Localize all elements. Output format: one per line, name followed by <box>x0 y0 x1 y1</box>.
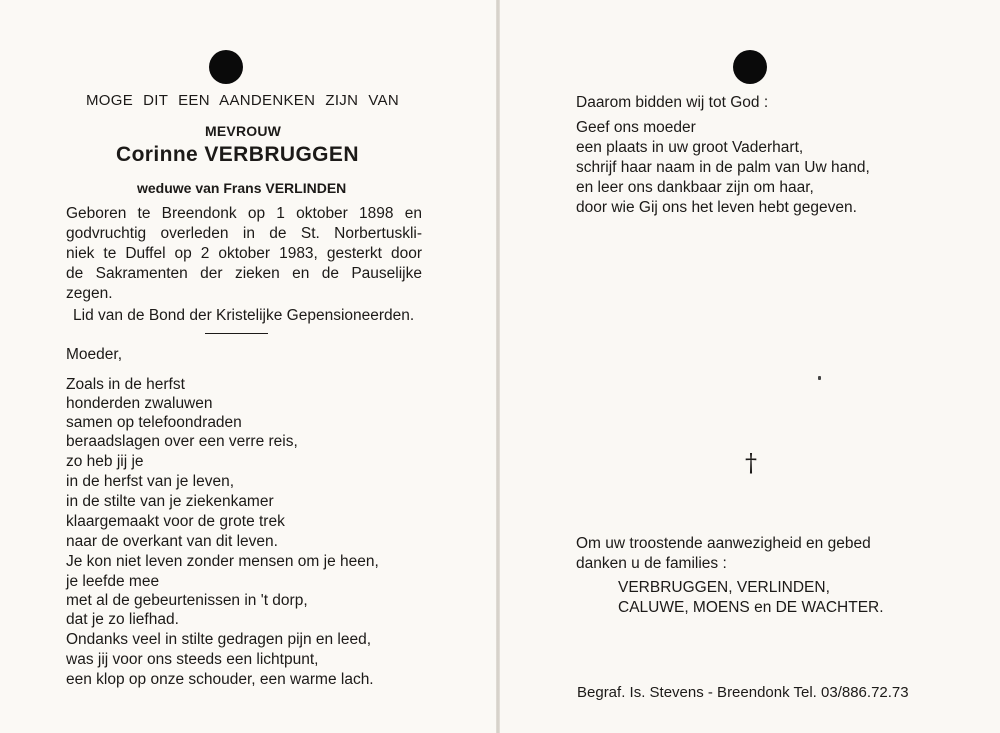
bio-line: Geboren te Breendonk op 1 oktober 1898 en <box>66 205 422 222</box>
poem-line: in de stilte van je ziekenkamer <box>66 493 274 510</box>
poem-line: Ondanks veel in stilte gedragen pijn en leed, <box>66 631 372 648</box>
printer-credit: Begraf. Is. Stevens - Breendonk Tel. 03/886.72.73 <box>577 684 909 701</box>
prayer-line: een plaats in uw groot Vaderhart, <box>576 139 804 156</box>
family-line: CALUWE, MOENS en DE WACHTER. <box>618 599 884 616</box>
speck-mark <box>818 376 821 380</box>
punch-hole-right <box>733 50 767 84</box>
thanks-line: danken u de families : <box>576 555 727 572</box>
prayer-line: schrijf haar naam in de palm van Uw hand, <box>576 159 870 176</box>
poem-line: Zoals in de herfst <box>66 376 185 393</box>
cross-icon: † <box>745 449 757 477</box>
bio-line: godvruchtig overleden in de St. Norbertuskli- <box>66 225 422 242</box>
divider-rule <box>205 333 268 334</box>
prayer-intro: Daarom bidden wij tot God : <box>576 94 769 111</box>
poem-line: dat je zo liefhad. <box>66 611 179 628</box>
prayer-line: Geef ons moeder <box>576 119 696 136</box>
poem-line: was jij voor ons steeds een lichtpunt, <box>66 651 319 668</box>
poem-line: je leefde mee <box>66 573 160 590</box>
card-fold <box>496 0 500 733</box>
prayer-line: door wie Gij ons het leven hebt gegeven. <box>576 199 857 216</box>
poem-line: samen op telefoondraden <box>66 414 242 431</box>
widow-of-line: weduwe van Frans VERLINDEN <box>137 180 347 196</box>
poem-line: beraadslagen over een verre reis, <box>66 433 298 450</box>
bio-line: niek te Duffel op 2 oktober 1983, gesterkt door <box>66 245 422 262</box>
poem-line: in de herfst van je leven, <box>66 473 235 490</box>
poem-line: met al de gebeurtenissen in 't dorp, <box>66 592 308 609</box>
title-mevrouw: MEVROUW <box>205 123 282 139</box>
poem-line: honderden zwaluwen <box>66 395 213 412</box>
deceased-name: Corinne VERBRUGGEN <box>116 143 359 166</box>
bio-line: de Sakramenten der zieken en de Pauselijke <box>66 265 422 282</box>
family-line: VERBRUGGEN, VERLINDEN, <box>618 579 830 596</box>
poem-line: klaargemaakt voor de grote trek <box>66 513 285 530</box>
bio-line: zegen. <box>66 285 113 302</box>
thanks-line: Om uw troostende aanwezigheid en gebed <box>576 535 871 552</box>
intro-line: MOGE DIT EEN AANDENKEN ZIJN VAN <box>86 92 399 109</box>
poem-line: zo heb jij je <box>66 453 144 470</box>
poem-line: naar de overkant van dit leven. <box>66 533 278 550</box>
prayer-line: en leer ons dankbaar zijn om haar, <box>576 179 814 196</box>
poem-line: een klop op onze schouder, een warme lach. <box>66 671 374 688</box>
membership-line: Lid van de Bond der Kristelijke Gepensioneerden. <box>73 307 415 324</box>
salutation: Moeder, <box>66 346 123 363</box>
punch-hole-left <box>209 50 243 84</box>
poem-line: Je kon niet leven zonder mensen om je heen, <box>66 553 379 570</box>
